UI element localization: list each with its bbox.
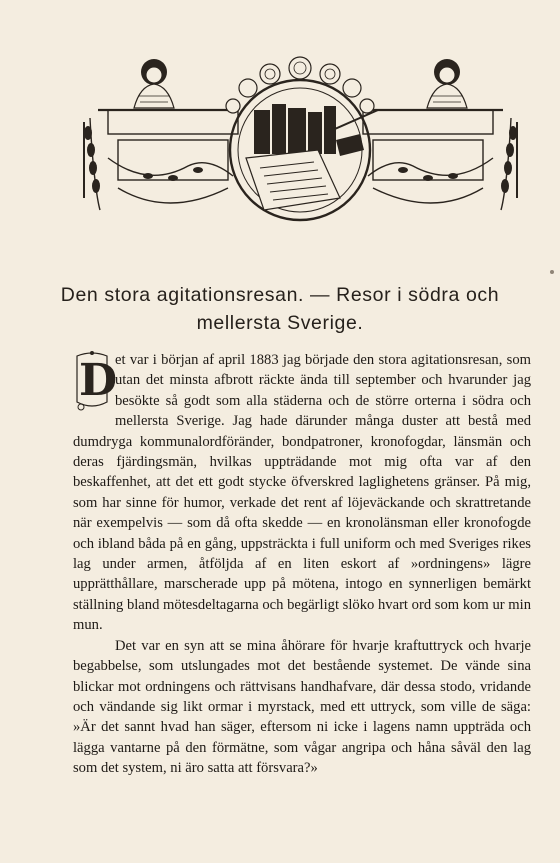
dropcap-letter: D (79, 355, 118, 406)
paper-speck (550, 270, 554, 274)
chapter-title: Den stora agitationsresan. — Resor i södra och mellersta Sverige. (60, 284, 500, 334)
body-text (73, 350, 531, 779)
decorative-header-illustration (78, 48, 523, 230)
paragraph-2: Det var en syn att se mina åhörare för hvarje kraftuttryck och hvarje begabbelse, som utslungades mot det bestående systemet. De vände sina blickar mot ordningens och rättvisans handhafvare, där dessa stodo, vridande och vändande sig likt ormar i myrstack, med ett uttryck, som ville de säga: »Är det sannt hvad han säger, eftersom ni icke i lagens namn uppträda och lägga vantarne på den förmätne, som vågar angripa och håna såväl den lag som det system, ni äro satta att försvara?» (73, 637, 531, 777)
paragraph-1 (73, 350, 531, 636)
paragraph-1-text: et var i början af april 1883 jag började den stora agitationsresan, som utan det minsta afbrott räckte ända till september och hvarunder jag besökte så godt som alla städerna och de större orterna i södra och mellersta Sverige. Jag hade därunder många duster att bestå med dumdryga kommunalordföränder, bondpatroner, kronofogdar, länsmän och deras fjärdingsmän, hvilkas uppträdande mot mig ofta var af den beskaffenhet, att det ett godt stycke öfverskred laglighetens gränser. På mig, som har sinne för humor, verkade det rent af löjeväckande och skrattretande när exempelvis — som då ofta skedde — en kronolänsman eller kronofogde och ibland båda på en gång, uppsträckta i full uniform och med Sveriges rikes lag under armen, åtföljda af en liten eskort af »ordningens» lägre upprätthållare, marscherade upp på mötena, intogo en synnerligen bemärkt ställning bland mötesdeltagarna och begärligt slöko hvart ord som kom ur min mun. (73, 352, 531, 634)
dropcap-initial (73, 350, 118, 412)
